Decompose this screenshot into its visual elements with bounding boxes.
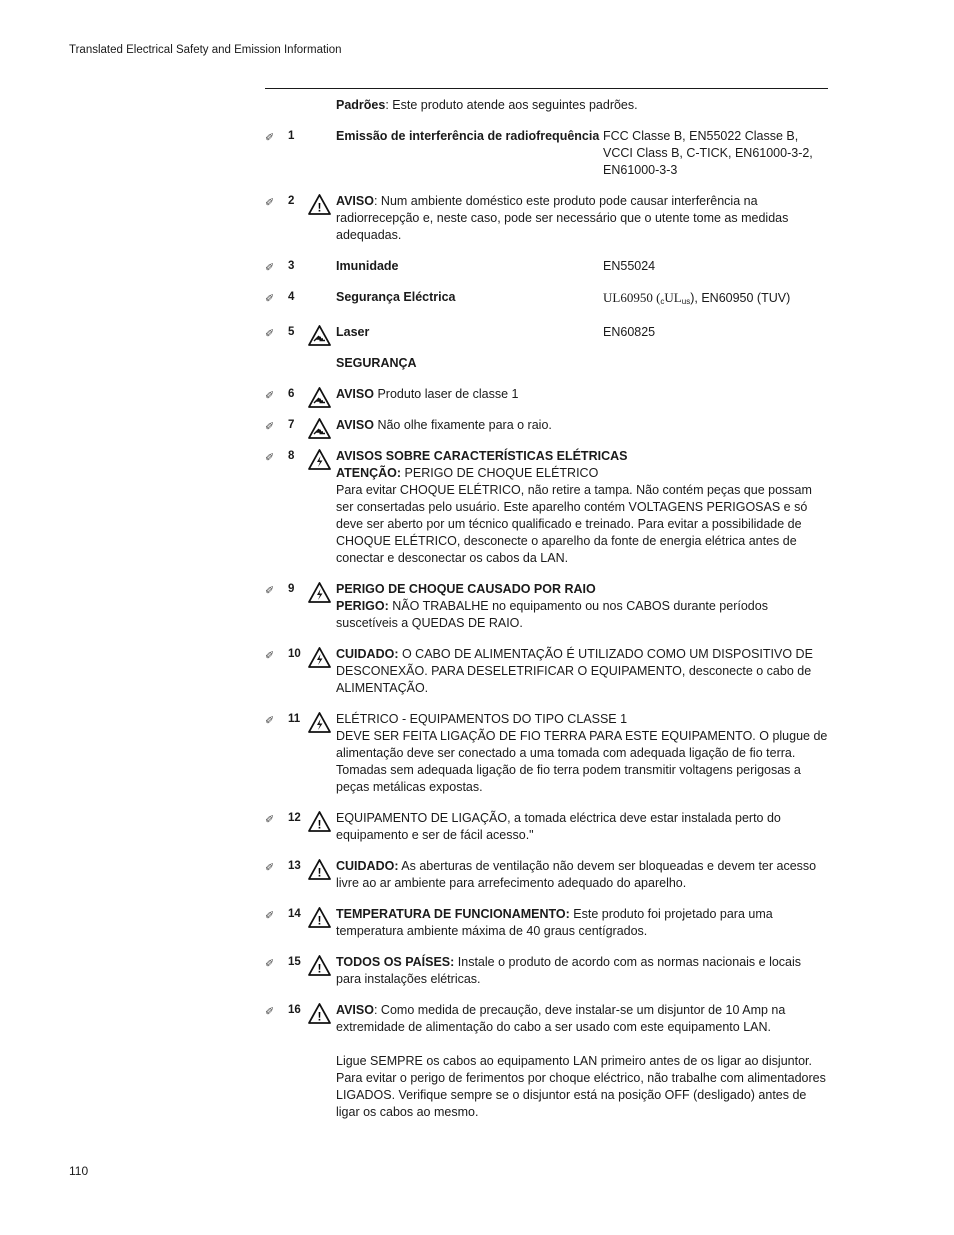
item-5 xyxy=(265,324,828,341)
pen-note-icon: ✐ xyxy=(265,910,275,922)
item-value: EN55024 xyxy=(603,259,656,273)
item-number: 11 xyxy=(288,713,301,725)
item-number: 9 xyxy=(288,583,295,595)
item-bold: AVISO xyxy=(336,418,374,432)
svg-text:!: ! xyxy=(317,817,322,832)
item-4 xyxy=(265,289,828,310)
item-bold: AVISO xyxy=(336,1003,374,1017)
item-11 xyxy=(265,711,828,796)
item-number: 4 xyxy=(288,291,295,303)
item-bold-2: PERIGO: xyxy=(336,599,389,613)
item-bold: PERIGO DE CHOQUE CAUSADO POR RAIO xyxy=(336,582,596,596)
svg-text:!: ! xyxy=(317,1009,322,1024)
laser-warning-icon xyxy=(308,325,331,346)
item-text: : Como medida de precaução, deve instalar-se um disjuntor de 10 Amp na extremidade de alimentação do cabo a ser usado com este equipamento LAN. xyxy=(336,1003,786,1034)
pen-note-icon: ✐ xyxy=(265,421,275,433)
warning-triangle-icon xyxy=(308,955,331,976)
intro-row xyxy=(265,97,828,114)
item-text-2: NÃO TRABALHE no equipamento ou nos CABOS durante períodos suscetíveis a QUEDAS DE RAIO. xyxy=(336,599,768,630)
item-text: Produto laser de classe 1 xyxy=(373,387,519,401)
item-9 xyxy=(265,581,828,632)
pen-note-icon: ✐ xyxy=(265,390,275,402)
electric-shock-warning-icon xyxy=(308,449,331,470)
item-16 xyxy=(265,1002,828,1121)
item-1 xyxy=(265,128,828,179)
electric-shock-warning-icon xyxy=(308,582,331,603)
item-bold: TEMPERATURA DE FUNCIONAMENTO: xyxy=(336,907,570,921)
intro-label: Padrões xyxy=(336,98,386,112)
svg-text:!: ! xyxy=(317,913,322,928)
item-number: 10 xyxy=(288,648,301,660)
item-number: 5 xyxy=(288,326,295,338)
item-value: UL60950 $(_cUL_{us})$, EN60950 (TUV) xyxy=(603,290,791,306)
pen-note-icon: ✐ xyxy=(265,197,275,209)
item-number: 1 xyxy=(288,130,295,142)
item-bold: CUIDADO: xyxy=(336,647,399,661)
header-rule xyxy=(265,88,828,89)
item-text: : Num ambiente doméstico este produto pode causar interferência na radiorrecepção e, neste caso, pode ser necessário que o utente tome as medidas adequadas. xyxy=(336,194,789,242)
pen-note-icon: ✐ xyxy=(265,328,275,340)
section-title: SEGURANÇA xyxy=(336,356,417,370)
item-value: EN60825 xyxy=(603,325,656,339)
electric-shock-warning-icon xyxy=(308,712,331,733)
item-bold-2: ATENÇÃO: xyxy=(336,466,402,480)
item-number: 12 xyxy=(288,812,301,824)
pen-note-icon: ✐ xyxy=(265,715,275,727)
item-text-3: Para evitar CHOQUE ELÉTRICO, não retire a tampa. Não contém peças que possam ser consertadas pelo usuário. Este aparelho contém VOLTAGENS PERIGOSAS e só deve ser aberto por um técnico qualificado e treinado. Para evitar a possibilidade de CHOQUE ELÉTRICO, desconecte o aparelho da fonte de energia elétrica antes de conectar e desconectar os cabos da LAN. xyxy=(336,483,812,565)
item-label: Laser xyxy=(336,325,370,339)
item-label: Emissão de interferência de radiofrequência xyxy=(336,129,600,143)
item-text-2: DEVE SER FEITA LIGAÇÃO DE FIO TERRA PARA ESTE EQUIPAMENTO. O plugue de alimentação deve ser conectado a uma tomada com adequada ligação de fio terra. Tomadas sem adequada ligação de fio terra podem transmitir voltagens perigosas a peças metálicas expostas. xyxy=(336,729,828,794)
item-label: Imunidade xyxy=(336,259,399,273)
warning-triangle-icon xyxy=(308,859,331,880)
item-text: Não olhe fixamente para o raio. xyxy=(373,418,552,432)
item-bold: AVISO xyxy=(336,387,374,401)
laser-warning-icon xyxy=(308,387,331,408)
item-text: As aberturas de ventilação não devem ser bloqueadas e devem ter acesso livre ao ar ambiente para arrefecimento adequado do aparelho. xyxy=(336,859,817,890)
svg-text:!: ! xyxy=(317,961,322,976)
item-bold: TODOS OS PAÍSES: xyxy=(336,955,455,969)
item-number: 16 xyxy=(288,1004,301,1016)
pen-note-icon: ✐ xyxy=(265,293,275,305)
intro-text: : Este produto atende aos seguintes padrões. xyxy=(385,98,638,112)
item-number: 13 xyxy=(288,860,301,872)
item-bold: CUIDADO: xyxy=(336,859,399,873)
item-bold: AVISOS SOBRE CARACTERÍSTICAS ELÉTRICAS xyxy=(336,449,628,463)
item-value: FCC Classe B, EN55022 Classe B, VCCI Class B, C-TICK, EN61000-3-2, EN61000-3-3 xyxy=(603,129,813,177)
electric-shock-warning-icon xyxy=(308,647,331,668)
svg-text:!: ! xyxy=(317,865,322,880)
pen-note-icon: ✐ xyxy=(265,650,275,662)
item-number: 15 xyxy=(288,956,301,968)
item-bold: AVISO xyxy=(336,194,374,208)
item-2 xyxy=(265,193,828,244)
pen-note-icon: ✐ xyxy=(265,862,275,874)
item-number: 8 xyxy=(288,450,295,462)
item-text: ELÉTRICO - EQUIPAMENTOS DO TIPO CLASSE 1 xyxy=(336,712,628,726)
item-text: Este produto foi projetado para uma temperatura ambiente máxima de 40 graus centígrados. xyxy=(336,907,773,938)
warning-triangle-icon xyxy=(308,811,331,832)
item-14 xyxy=(265,906,828,940)
pen-note-icon: ✐ xyxy=(265,1006,275,1018)
svg-text:!: ! xyxy=(317,200,322,215)
item-12 xyxy=(265,810,828,844)
item-3 xyxy=(265,258,828,275)
pen-note-icon: ✐ xyxy=(265,814,275,826)
item-number: 14 xyxy=(288,908,301,920)
running-header: Translated Electrical Safety and Emission Information xyxy=(69,44,342,56)
item-text: O CABO DE ALIMENTAÇÃO É UTILIZADO COMO UM DISPOSITIVO DE DESCONEXÃO. PARA DESELETRIFICAR O EQUIPAMENTO, desconecte o cabo de ALIMENTAÇÃO. xyxy=(336,647,813,695)
item-number: 6 xyxy=(288,388,295,400)
item-number: 3 xyxy=(288,260,295,272)
item-text: Instale o produto de acordo com as normas nacionais e locais para instalações elétricas. xyxy=(336,955,802,986)
item-number: 7 xyxy=(288,419,295,431)
item-7 xyxy=(265,417,828,434)
item-label: Segurança Eléctrica xyxy=(336,290,456,304)
warning-triangle-icon xyxy=(308,907,331,928)
section-heading xyxy=(265,355,828,372)
pen-note-icon: ✐ xyxy=(265,452,275,464)
pen-note-icon: ✐ xyxy=(265,262,275,274)
item-6 xyxy=(265,386,828,403)
item-13 xyxy=(265,858,828,892)
item-8 xyxy=(265,448,828,567)
pen-note-icon: ✐ xyxy=(265,958,275,970)
page-number: 110 xyxy=(69,1164,89,1178)
item-15 xyxy=(265,954,828,988)
item-text: EQUIPAMENTO DE LIGAÇÃO, a tomada eléctrica deve estar instalada perto do equipamento e ser de fácil acesso." xyxy=(336,811,781,842)
pen-note-icon: ✐ xyxy=(265,132,275,144)
item-number: 2 xyxy=(288,195,295,207)
warning-triangle-icon xyxy=(308,1003,331,1024)
item-text-3: Ligue SEMPRE os cabos ao equipamento LAN primeiro antes de os ligar ao disjuntor. Para evitar o perigo de ferimentos por choque eléctrico, não trabalhe com alimentadores LIGADOS. Verifique sempre se o disjuntor está na posição OFF (desligado) antes de ligar os cabos ao mesmo. xyxy=(336,1054,826,1119)
pen-note-icon: ✐ xyxy=(265,585,275,597)
warning-triangle-icon xyxy=(308,194,331,215)
laser-warning-icon xyxy=(308,418,331,439)
item-10 xyxy=(265,646,828,697)
safety-content xyxy=(265,97,828,1135)
item-text-2: PERIGO DE CHOQUE ELÉTRICO xyxy=(401,466,599,480)
